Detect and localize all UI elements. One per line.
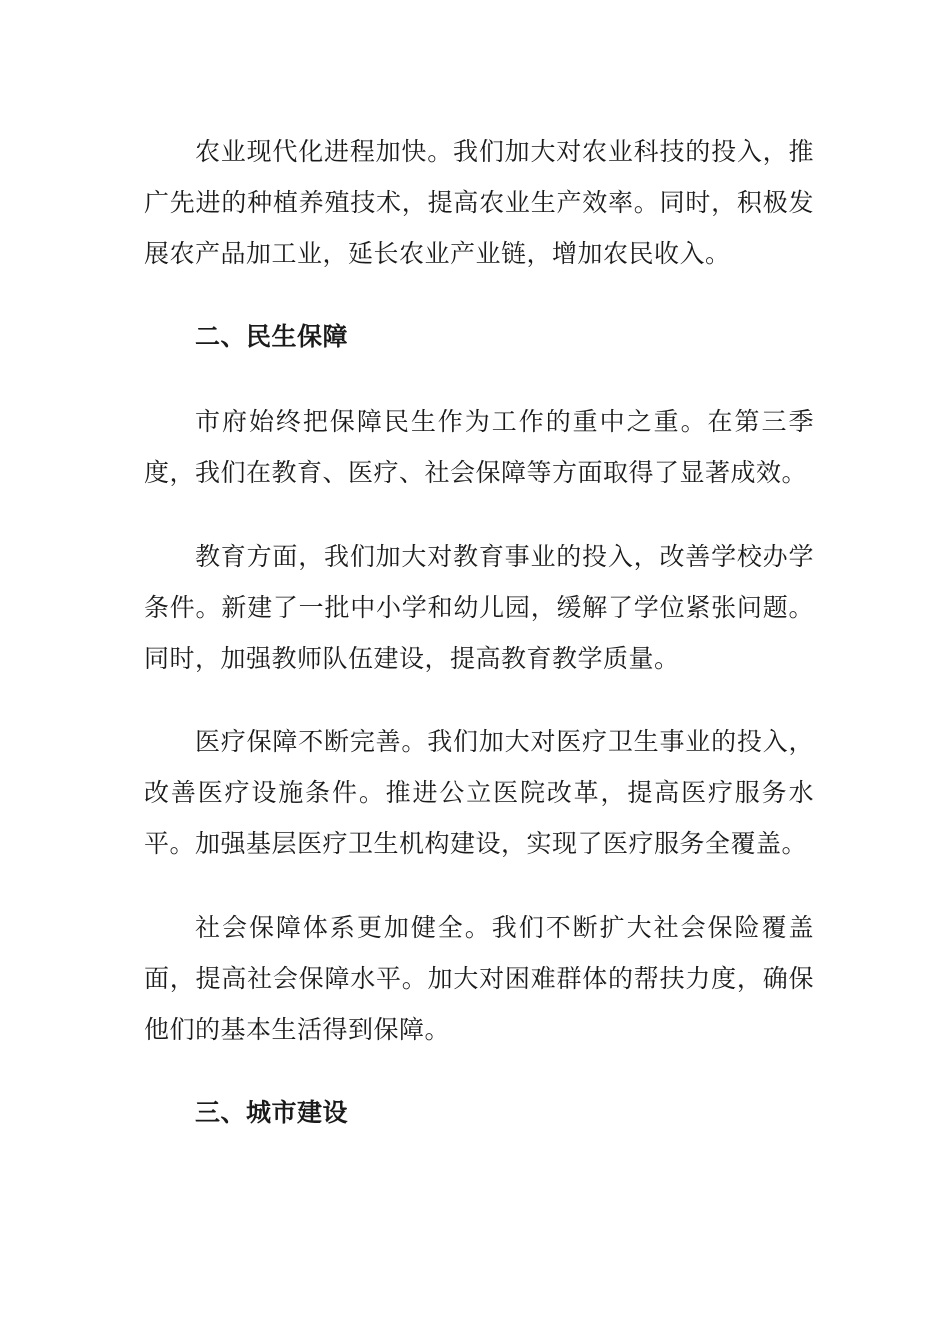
paragraph-medical bbox=[144, 716, 814, 869]
section-heading-urban bbox=[144, 1087, 814, 1138]
section-heading-livelihood bbox=[144, 311, 814, 362]
paragraph-text: 农业现代化进程加快。我们加大对农业科技的投入，推广先进的种植养殖技术，提高农业生产效率。同时，积极发展农产品加工业，延长农业产业链，增加农民收入。 bbox=[144, 137, 814, 268]
heading-text: 三、城市建设 bbox=[195, 1098, 349, 1127]
paragraph-text: 市府始终把保障民生作为工作的重中之重。在第三季度，我们在教育、医疗、社会保障等方面取得了显著成效。 bbox=[144, 407, 814, 487]
paragraph-livelihood-intro bbox=[144, 396, 814, 498]
paragraph-text: 医疗保障不断完善。我们加大对医疗卫生事业的投入，改善医疗设施条件。推进公立医院改革，提高医疗服务水平。加强基层医疗卫生机构建设，实现了医疗服务全覆盖。 bbox=[144, 727, 814, 858]
paragraph-education bbox=[144, 531, 814, 684]
heading-text: 二、民生保障 bbox=[195, 322, 349, 351]
paragraph-social-security bbox=[144, 902, 814, 1055]
paragraph-agriculture bbox=[144, 126, 814, 279]
paragraph-text: 教育方面，我们加大对教育事业的投入，改善学校办学条件。新建了一批中小学和幼儿园，缓解了学位紧张问题。同时，加强教师队伍建设，提高教育教学质量。 bbox=[144, 542, 814, 673]
paragraph-text: 社会保障体系更加健全。我们不断扩大社会保险覆盖面，提高社会保障水平。加大对困难群体的帮扶力度，确保他们的基本生活得到保障。 bbox=[144, 913, 814, 1044]
